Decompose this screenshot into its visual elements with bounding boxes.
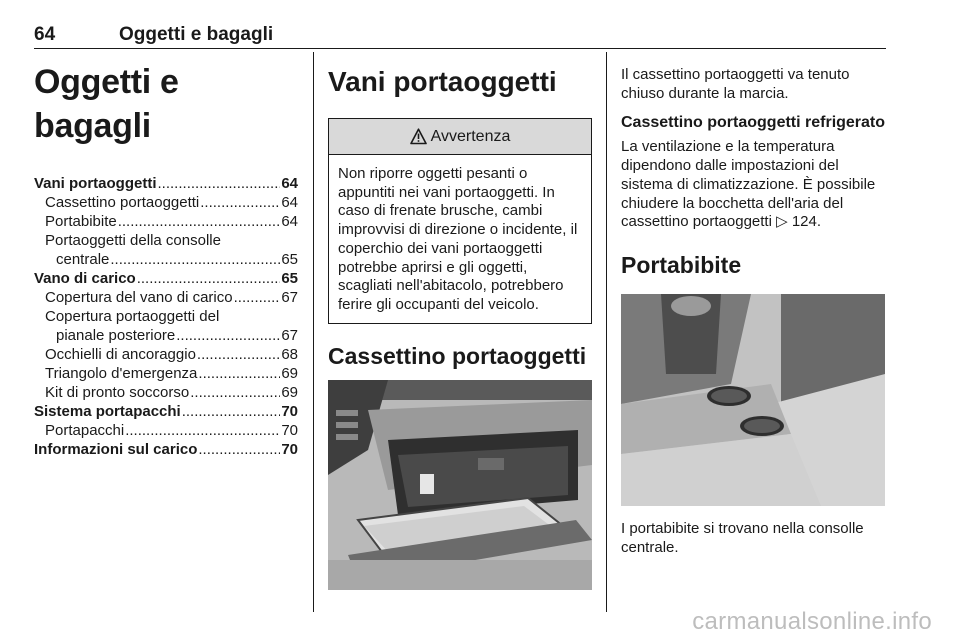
toc-leader <box>198 364 280 383</box>
toc-entry[interactable]: Portaoggetti della consolle <box>45 232 221 249</box>
toc-entry[interactable] <box>34 288 298 307</box>
toc-leader <box>137 269 281 288</box>
warning-header <box>329 119 591 155</box>
toc-leader <box>125 421 280 440</box>
toc-leader <box>197 345 280 364</box>
toc-entry[interactable] <box>34 212 298 231</box>
page-header <box>34 14 886 49</box>
toc-entry[interactable] <box>34 250 298 269</box>
toc-page-number: 64 <box>281 194 298 211</box>
toc-entry[interactable] <box>34 345 298 364</box>
toc-entry[interactable] <box>34 193 298 212</box>
toc-section-entry[interactable] <box>34 269 298 288</box>
toc-leader <box>176 326 280 345</box>
toc-leader <box>234 288 281 307</box>
toc-section-entry[interactable] <box>34 440 298 459</box>
toc-page-number: 69 <box>281 384 298 401</box>
toc-leader <box>198 440 280 459</box>
column-divider <box>313 52 314 612</box>
toc-entry[interactable]: Copertura portaoggetti del <box>45 308 220 325</box>
body-paragraph: La ventilazione e la temperatura dipendono dalle impostazioni del sistema di climatizzazione. È possibile chiudere la bocchetta dell'aria del cassettino portaoggetti ▷ 124. <box>621 138 876 231</box>
toc-section-entry[interactable] <box>34 174 298 193</box>
toc-page-number: 64 <box>281 213 298 230</box>
toc-label: Triangolo d'emergenza <box>45 365 198 382</box>
section-title: Vani portaoggetti <box>328 66 557 97</box>
subsection-title: Cassettino portaoggetti refrigerato <box>621 114 886 132</box>
cupholder-column <box>621 66 886 557</box>
glovebox-illustration <box>328 380 592 590</box>
toc-leader <box>158 174 281 193</box>
toc-leader <box>190 383 280 402</box>
toc-page-number: 65 <box>281 251 298 268</box>
section-title: Portabibite <box>621 251 742 278</box>
toc-label: Informazioni sul carico <box>34 441 198 458</box>
toc-label: Occhielli di ancoraggio <box>45 346 196 363</box>
toc-page-number: 69 <box>281 365 298 382</box>
toc-page-number: 67 <box>281 289 298 306</box>
table-of-contents <box>34 174 298 459</box>
toc-label: Portapacchi <box>45 422 125 439</box>
page-number: 64 <box>34 24 56 45</box>
warning-title: Avvertenza <box>430 127 511 145</box>
glovebox-photo <box>328 380 592 590</box>
toc-leader <box>110 250 280 269</box>
toc-label: centrale <box>56 251 110 268</box>
toc-label: Vani portaoggetti <box>34 175 157 192</box>
toc-leader <box>200 193 280 212</box>
running-title: Oggetti e bagagli <box>119 24 274 45</box>
toc-label: Sistema portapacchi <box>34 403 181 420</box>
toc-page-number: 64 <box>281 175 298 192</box>
toc-leader <box>182 402 281 421</box>
toc-label: Portabibite <box>45 213 117 230</box>
page-reference[interactable]: 124. <box>791 213 822 231</box>
toc-label: Cassettino portaoggetti <box>45 194 200 211</box>
toc-page-number: 67 <box>281 327 298 344</box>
toc-leader <box>118 212 281 231</box>
toc-label: Vano di carico <box>34 270 136 287</box>
toc-page-number: 70 <box>281 422 298 439</box>
cupholder-photo <box>621 294 885 506</box>
toc-page-number: 65 <box>281 270 298 287</box>
storage-column <box>328 60 592 590</box>
toc-page-number: 70 <box>281 441 298 458</box>
column-divider <box>606 52 607 612</box>
page-reference-arrow-icon: ▷ <box>776 213 788 231</box>
cupholder-illustration <box>621 294 885 506</box>
toc-page-number: 68 <box>281 346 298 363</box>
watermark: carmanualsonline.info <box>692 608 932 635</box>
photo-caption: I portabibite si trovano nella consolle centrale. <box>621 519 864 556</box>
toc-section-entry[interactable] <box>34 402 298 421</box>
warning-text: Non riporre oggetti pesanti o appuntiti nei vani portaoggetti. In caso di frenate brusche, cambi improvvisi di direzione o incidente, il coperchio dei vani portaoggetti potrebbe aprirsi e gli oggetti, scagliati nell'abitacolo, potrebbero ferire gli occupanti del veicolo. <box>338 165 578 313</box>
toc-entry[interactable] <box>34 326 298 345</box>
toc-label: pianale posteriore <box>56 327 176 344</box>
toc-label: Kit di pronto soccorso <box>45 384 190 401</box>
toc-entry[interactable] <box>34 383 298 402</box>
warning-triangle-icon <box>410 128 427 145</box>
toc-label: Copertura del vano di carico <box>45 289 233 306</box>
toc-entry[interactable] <box>34 421 298 440</box>
toc-entry[interactable] <box>34 364 298 383</box>
chapter-title: Oggetti e bagagli <box>34 63 179 145</box>
subsection-title: Cassettino portaoggetti <box>328 342 587 369</box>
contents-column <box>34 60 298 459</box>
warning-box <box>328 118 592 324</box>
intro-paragraph: Il cassettino portaoggetti va tenuto chiuso durante la marcia. <box>621 66 850 102</box>
toc-page-number: 70 <box>281 403 298 420</box>
